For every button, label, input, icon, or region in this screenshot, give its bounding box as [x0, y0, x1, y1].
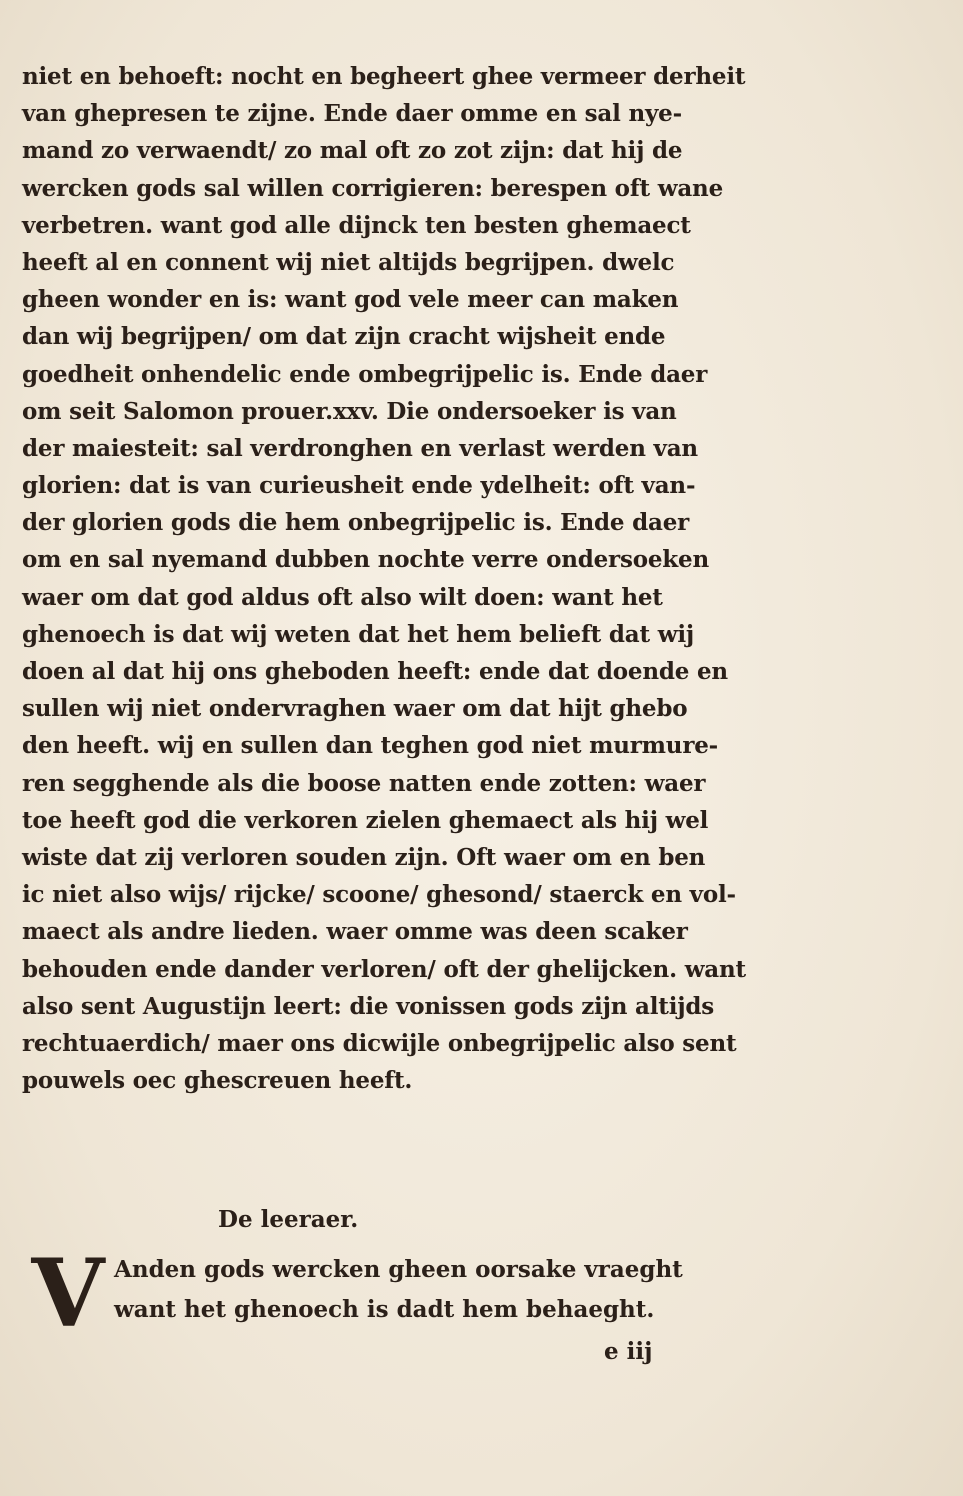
text-line: om en sal nyemand dubben nochte verre ondersoeken: [22, 546, 709, 574]
text-line: doen al dat hij ons gheboden heeft: ende dat doende en: [22, 658, 728, 685]
text-line: sullen wij niet ondervraghen waer om dat hijt ghebo: [22, 695, 688, 723]
text-line: also sent Augustijn leert: die vonissen gods zijn altijds: [22, 992, 714, 1020]
drop-cap-initial: V: [31, 1239, 105, 1349]
text-line: mand zo verwaendt/ zo mal oft zo zot zijn: dat hij de: [22, 137, 683, 165]
text-line: om seit Salomon prouer.xxv. Die ondersoeker is van: [22, 397, 677, 425]
text-line: verbetren. want god alle dijnck ten besten ghemaect: [22, 211, 691, 239]
text-line: ren segghende als die boose natten ende zotten: waer: [22, 769, 706, 797]
text-line: den heeft. wij en sullen dan teghen god niet murmure-: [22, 732, 719, 760]
text-line: toe heeft god die verkoren zielen ghemaect als hij wel: [22, 806, 709, 834]
text-line: wiste dat zij verloren souden zijn. Oft waer om en ben: [22, 843, 706, 871]
text-line: der glorien gods die hem onbegrijpelic is. Ende daer: [22, 509, 690, 537]
text-line: der maiesteit: sal verdronghen en verlast werden van: [22, 434, 698, 462]
body-text: [22, 58, 782, 1099]
text-line: behouden ende dander verloren/ oft der ghelijcken. want: [22, 955, 746, 983]
text-line: ic niet also wijs/ rijcke/ scoone/ ghesond/ staerck en vol-: [22, 881, 736, 909]
text-line: niet en behoeft: nocht en begheert ghee vermeer derheit: [22, 63, 746, 90]
text-line: van ghepresen te zijne. Ende daer omme en sal nye-: [22, 100, 682, 128]
text-line: dan wij begrijpen/ om dat zijn cracht wijsheit ende: [22, 323, 666, 351]
text-line: maect als andre lieden. waer omme was deen scaker: [22, 918, 688, 946]
text-line: heeft al en connent wij niet altijds begrijpen. dwelc: [22, 248, 675, 276]
verse-line: want het ghenoech is dadt hem behaeght.: [114, 1296, 655, 1323]
signature-mark: e iij: [604, 1338, 653, 1365]
verse-line: Anden gods wercken gheen oorsake vraeght: [114, 1256, 683, 1283]
text-line: goedheit onhendelic ende ombegrijpelic is. Ende daer: [22, 360, 708, 388]
text-line: glorien: dat is van curieusheit ende ydelheit: oft van-: [22, 472, 696, 500]
text-line: pouwels oec ghescreuen heeft.: [22, 1067, 413, 1095]
section-heading: De leeraer.: [218, 1206, 359, 1233]
text-line: rechtuaerdich/ maer ons dicwijle onbegrijpelic also sent: [22, 1029, 737, 1057]
text-line: gheen wonder en is: want god vele meer can maken: [22, 286, 679, 314]
verse-block: [22, 1239, 782, 1349]
text-line: ghenoech is dat wij weten dat het hem belieft dat wij: [22, 620, 694, 648]
text-line: wercken gods sal willen corrigieren: berespen oft wane: [22, 174, 724, 202]
text-line: waer om dat god aldus oft also wilt doen: want het: [22, 583, 663, 611]
